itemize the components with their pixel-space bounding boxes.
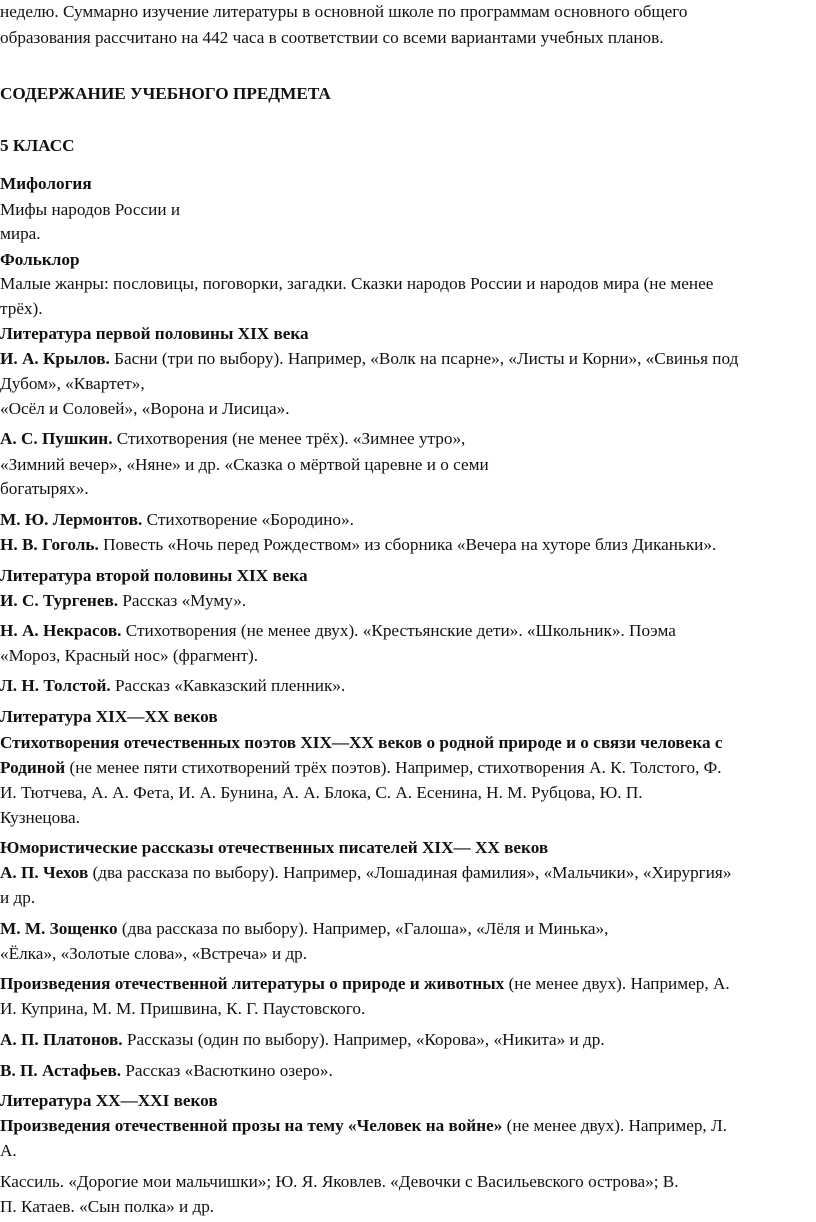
war-line-1: Произведения отечественной прозы на тему «Человек на войне» (не менее двух). Например, Л. bbox=[0, 1116, 727, 1135]
war-line-2: А. bbox=[0, 1141, 17, 1160]
folklore-title: Фольклор bbox=[0, 250, 80, 269]
lit19-second-title: Литература второй половины XIX века bbox=[0, 566, 308, 585]
zoshchenko-line-1: М. М. Зощенко (два рассказа по выбору). Например, «Галоша», «Лёля и Минька», bbox=[0, 919, 609, 938]
tolstoy-author: Л. Н. Толстой. bbox=[0, 676, 111, 695]
chekhov-author: А. П. Чехов bbox=[0, 863, 89, 882]
war-line-3: Кассиль. «Дорогие мои мальчишки»; Ю. Я. Яковлев. «Девочки с Васильевского острова»; В. bbox=[0, 1172, 679, 1191]
platonov-author: А. П. Платонов. bbox=[0, 1030, 123, 1049]
lit20-21-title: Литература XX—XXI веков bbox=[0, 1091, 218, 1110]
poems-title: Стихотворения отечественных поэтов XIX—XX веков о родной природе и о связи человека с bbox=[0, 733, 723, 752]
mythology-text-1: Мифы народов России и bbox=[0, 200, 181, 219]
tolstoy-line: Л. Н. Толстой. Рассказ «Кавказский пленник». bbox=[0, 676, 346, 695]
nature-line-2: И. Куприна, М. М. Пришвина, К. Г. Паустовского. bbox=[0, 999, 366, 1018]
pushkin-line-2: «Зимний вечер», «Няне» и др. «Сказка о мёртвой царевне и о семи bbox=[0, 455, 489, 474]
section-heading: СОДЕРЖАНИЕ УЧЕБНОГО ПРЕДМЕТА bbox=[0, 84, 331, 103]
krylov-line-2: Дубом», «Квартет», bbox=[0, 374, 145, 393]
zoshchenko-line-2: «Ёлка», «Золотые слова», «Встреча» и др. bbox=[0, 944, 308, 963]
intro-line-2: образования рассчитано на 442 часа в соответствии со всеми вариантами учебных планов. bbox=[0, 28, 664, 47]
poems-line-2: И. Тютчева, А. А. Фета, И. А. Бунина, А. А. Блока, С. А. Есенина, Н. М. Рубцова, Ю. П. bbox=[0, 783, 643, 802]
chekhov-line-1: А. П. Чехов (два рассказа по выбору). Например, «Лошадиная фамилия», «Мальчики», «Хирургия» bbox=[0, 863, 732, 882]
folklore-text-1: Малые жанры: пословицы, поговорки, загадки. Сказки народов России и народов мира (не менее bbox=[0, 274, 714, 293]
pushkin-line-1: А. С. Пушкин. Стихотворения (не менее трёх). «Зимнее утро», bbox=[0, 429, 466, 448]
krylov-author: И. А. Крылов. bbox=[0, 349, 110, 368]
nekrasov-author: Н. А. Некрасов. bbox=[0, 621, 122, 640]
krylov-line-3: «Осёл и Соловей», «Ворона и Лисица». bbox=[0, 399, 290, 418]
grade-heading: 5 КЛАСС bbox=[0, 136, 75, 155]
pushkin-line-3: богатырях». bbox=[0, 479, 89, 498]
nature-line-1: Произведения отечественной литературы о природе и животных (не менее двух). Например, А. bbox=[0, 974, 730, 993]
krylov-line-1: И. А. Крылов. Басни (три по выбору). Например, «Волк на псарне», «Листы и Корни», «Свинья под bbox=[0, 349, 739, 368]
lit19-first-title: Литература первой половины XIX века bbox=[0, 324, 309, 343]
zoshchenko-author: М. М. Зощенко bbox=[0, 919, 118, 938]
lermontov-line: М. Ю. Лермонтов. Стихотворение «Бородино». bbox=[0, 510, 354, 529]
pushkin-author: А. С. Пушкин. bbox=[0, 429, 113, 448]
mythology-text-2: мира. bbox=[0, 224, 41, 243]
mythology-title: Мифология bbox=[0, 174, 92, 193]
chekhov-line-2: и др. bbox=[0, 888, 36, 907]
turgenev-line: И. С. Тургенев. Рассказ «Муму». bbox=[0, 591, 247, 610]
intro-line-1: неделю. Суммарно изучение литературы в основной школе по программам основного общего bbox=[0, 2, 688, 21]
folklore-text-2: трёх). bbox=[0, 299, 43, 318]
astafyev-author: В. П. Астафьев. bbox=[0, 1061, 122, 1080]
nekrasov-line-2: «Мороз, Красный нос» (фрагмент). bbox=[0, 646, 259, 665]
war-line-4: П. Катаев. «Сын полка» и др. bbox=[0, 1197, 215, 1216]
gogol-line: Н. В. Гоголь. Повесть «Ночь перед Рождеством» из сборника «Вечера на хуторе близ Диканьки». bbox=[0, 535, 717, 554]
platonov-line: А. П. Платонов. Рассказы (один по выбору). Например, «Корова», «Никита» и др. bbox=[0, 1030, 605, 1049]
astafyev-line: В. П. Астафьев. Рассказ «Васюткино озеро». bbox=[0, 1061, 333, 1080]
lermontov-author: М. Ю. Лермонтов. bbox=[0, 510, 143, 529]
turgenev-author: И. С. Тургенев. bbox=[0, 591, 119, 610]
lit19-20-title: Литература XIX—XX веков bbox=[0, 707, 218, 726]
humor-title: Юмористические рассказы отечественных писателей XIX— XX веков bbox=[0, 838, 549, 857]
gogol-author: Н. В. Гоголь. bbox=[0, 535, 99, 554]
poems-line-3: Кузнецова. bbox=[0, 808, 80, 827]
nekrasov-line-1: Н. А. Некрасов. Стихотворения (не менее двух). «Крестьянские дети». «Школьник». Поэма bbox=[0, 621, 676, 640]
poems-line-1: Родиной (не менее пяти стихотворений трёх поэтов). Например, стихотворения А. К. Толстого, Ф. bbox=[0, 758, 722, 777]
